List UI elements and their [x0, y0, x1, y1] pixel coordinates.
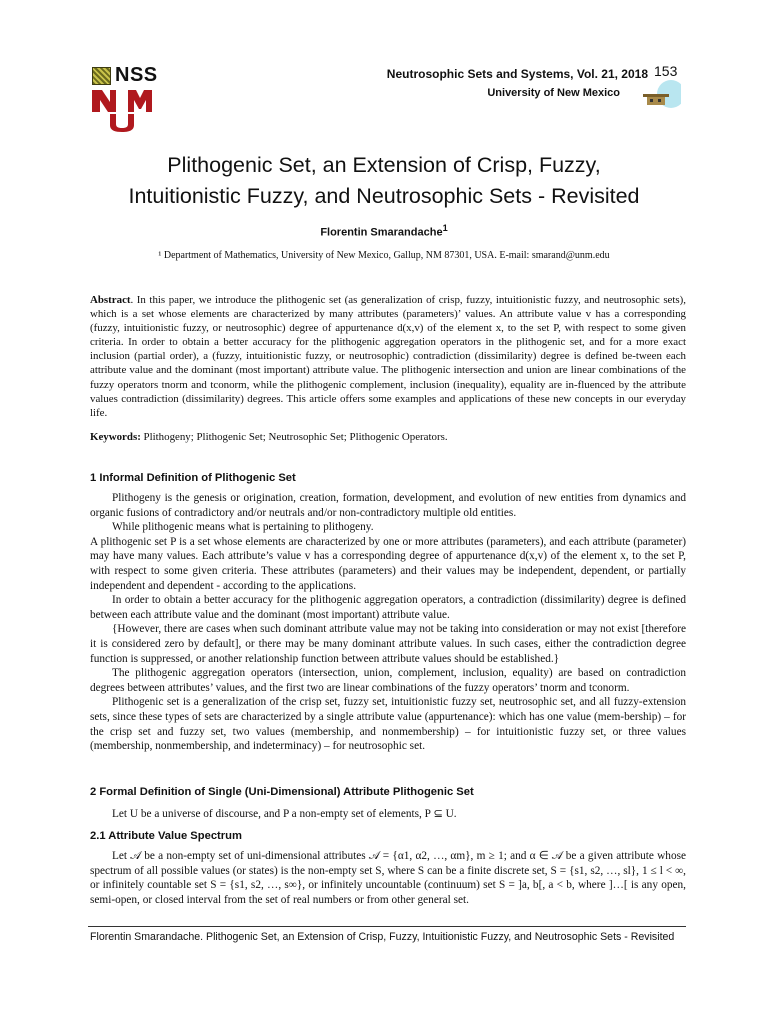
author: [0, 223, 768, 239]
s1-paragraph-5: {However, there are cases when such dominant attribute value may not be taking into consideration or may not exist [therefore it is considered zero by default], or there may be many dominant attribute values. In such cases, either the contradiction degree function is suppressed, or another relationship function between attribute values should be established.}: [90, 623, 686, 665]
building-icon: [637, 80, 681, 114]
s1-paragraph-7: Plithogenic set is a generalization of the crisp set, fuzzy set, intuitionistic fuzzy set, neutrosophic set, and all fuzzy-extension sets, since these types of sets are characterized by a single attribute value (appurtenance): which has one value (mem-bership) – for the crisp set and fuzzy set, two values (membership, and nonmembership) – for intuitionistic fuzzy set, or three values (membership, nonmembership, and indeterminacy) – for neutrosophic set.: [90, 696, 686, 753]
section-2-heading: 2 Formal Definition of Single (Uni-Dimensional) Attribute Plithogenic Set: [90, 786, 474, 798]
keywords-text: Plithogeny; Plithogenic Set; Neutrosophic Set; Plithogenic Operators.: [140, 431, 448, 443]
journal-logo: [92, 64, 158, 87]
paper-title: [60, 150, 708, 212]
footer-divider: [88, 926, 686, 927]
author-name: Florentin Smarandache: [320, 226, 443, 239]
keywords: [90, 430, 686, 445]
keywords-label: Keywords:: [90, 431, 141, 443]
s1-paragraph-3: A plithogenic set P is a set whose elements are characterized by one or more attributes (parameters), and each attribute (parameter) may have many values. Each attribute’s value v has a corresponding degree of appurtenance d(x,v) of the element x, to the set P, with respect to some given criteria. These attributes (parameters) and their values may be independent, dependent, or partially independent and dependent - according to the applications.: [90, 535, 686, 592]
page-number: 153: [654, 63, 678, 79]
subsection-2-1-heading: 2.1 Attribute Value Spectrum: [90, 830, 242, 842]
title-line-2: Intuitionistic Fuzzy, and Neutrosophic Sets - Revisited: [128, 184, 640, 208]
s1-paragraph-1: Plithogeny is the genesis or origination, creation, formation, development, and evolution of new entities from dynamics and organic fusions of contradictory and/or neutrals and/or non-contradictory multiple old entities.: [90, 492, 686, 519]
section-1-body: [90, 491, 686, 754]
s2-p2-text: Let 𝒜 be a non-empty set of uni-dimensional attributes 𝒜 = {α1, α2, …, αm}, m ≥ 1; and α ∈ 𝒜 be a given attribute whose spectrum of all possible values (or states) is the non-empty set S, where S can be a finite discrete set, S = {s1, s2, …, sl}, 1 ≤ l < ∞, or infinitely countable set S = {s1, s2, …, s∞}, or infinitely uncountable (continuum) set S = ]a, b[, a < b, where ]…[ is any open, semi-open, or closed interval from the set of real numbers or from other general set.: [90, 850, 686, 906]
university-name: University of New Mexico: [487, 87, 620, 99]
logo-text: NSS: [115, 64, 158, 86]
author-sup: 1: [442, 223, 448, 233]
unm-logo-icon: [90, 88, 154, 132]
s1-paragraph-6: The plithogenic aggregation operators (intersection, union, complement, inclusion, equality) are based on contradiction degrees between attributes’ values, and the first two are linear combinations of the fuzzy operators’ tnorm and tconorm.: [90, 667, 686, 694]
s2-p1-text: Let U be a universe of discourse, and P a non-empty set of elements, P ⊆ U.: [112, 808, 457, 820]
s2-paragraph-2: [90, 849, 686, 907]
section-1-heading: 1 Informal Definition of Plithogenic Set: [90, 472, 296, 484]
s1-paragraph-2: While plithogenic means what is pertaining to plithogeny.: [112, 521, 374, 534]
affiliation: ¹ Department of Mathematics, University of New Mexico, Gallup, NM 87301, USA. E-mail: smarand@unm.edu: [158, 250, 610, 261]
s2-paragraph-1: [90, 807, 686, 822]
title-line-1: Plithogenic Set, an Extension of Crisp, Fuzzy,: [167, 153, 601, 177]
nss-logo-icon: [92, 67, 111, 85]
abstract-text: . In this paper, we introduce the plithogenic set (as generalization of crisp, fuzzy, intuitionistic fuzzy, and neutrosophic sets), which is a set whose elements are characterized by many attributes (parameters)’ values. An attribute value v has a corresponding (fuzzy, intuitionistic fuzzy, or neutrosophic) degree of appurtenance d(x,v) of the element x, to the set P, with respect to some given criteria. In order to obtain a better accuracy for the plithogenic aggregation operators in the plithogenic set, and for a more exact inclusion (partial order), a (fuzzy, intuitionistic fuzzy, or neutrosophic) contradiction (dissimilarity) degree is defined be-tween each attribute value and the dominant (most important) attribute value. The plithogenic intersection and union are linear combinations of the fuzzy operators tnorm and tconorm, while the plithogenic complement, inclusion (inequality), equality are in-fluenced by the attribute values contradiction (dissimilarity) degrees. This article offers some examples and applications of these new concepts in our everyday life.: [90, 294, 686, 419]
s1-paragraph-4: In order to obtain a better accuracy for the plithogenic aggregation operators, a contradiction (dissimilarity) degree is defined between each attribute value and the dominant (most important) attribute value.: [90, 594, 686, 621]
abstract-label: Abstract: [90, 294, 131, 306]
journal-name: Neutrosophic Sets and Systems, Vol. 21, 2018: [386, 67, 648, 81]
abstract: [90, 293, 686, 420]
footer-citation: Florentin Smarandache. Plithogenic Set, an Extension of Crisp, Fuzzy, Intuitionistic Fuzzy, and Neutrosophic Sets - Revisited: [90, 931, 675, 943]
